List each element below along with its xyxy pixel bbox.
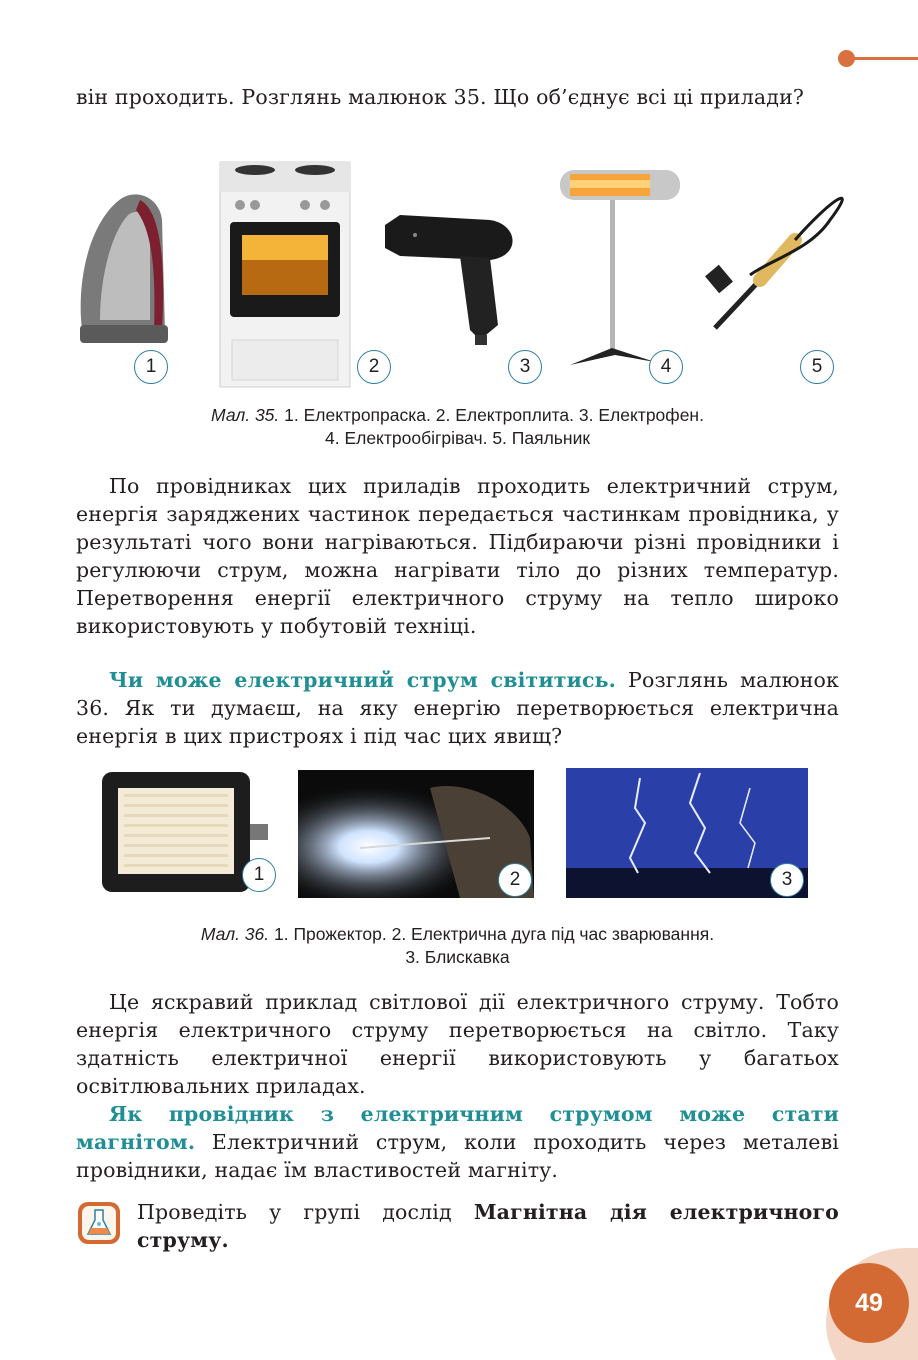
paragraph-heating: По провідниках цих приладів проходить електричний струм, енергія заряджених частинок передається частинкам провідника, у результаті чого вони нагріваються. Підбираючи різні провідники і регулюючи струм, можна нагрівати тіло до різних температур. Перетворення енергії електричного струму на тепло широко використовують у побутовій техніці.	[76, 474, 839, 638]
figure-35-art	[70, 160, 850, 388]
figure-35-badge-4: 4	[649, 350, 683, 384]
paragraph-light-question-text: Розглянь малюнок 36. Як ти думаєш, на яку енергію перетворюється електрична енергія в цих пристроях і під час цих явищ?	[76, 668, 839, 748]
figure-35-caption	[76, 404, 839, 450]
top-rule-dot	[838, 50, 855, 67]
stove-image	[220, 162, 350, 387]
figure-36-label: Мал. 36.	[200, 924, 270, 944]
figure-36-badge-1: 1	[242, 858, 276, 892]
figure-35-badge-2: 2	[357, 350, 391, 384]
figure-35-badge-1: 1	[134, 350, 168, 384]
figure-35-badge-5: 5	[800, 350, 834, 384]
figure-36-badge-3: 3	[770, 863, 804, 897]
heading-light: Чи може електричний струм світитись.	[109, 668, 616, 692]
experiment-text: Проведіть у групі дослід	[137, 1200, 474, 1224]
paragraph-intro: він проходить. Розглянь малюнок 35. Що об’єднує всі ці прилади?	[76, 85, 805, 109]
top-rule	[846, 57, 918, 60]
figure-36-caption-line1: 1. Прожектор. 2. Електрична дуга під час зварювання.	[269, 924, 715, 944]
paragraph-light-question	[76, 666, 839, 750]
experiment-title: Магнітна дія електричного струму.	[137, 1200, 839, 1252]
soldering-iron-image	[705, 198, 842, 328]
iron-image	[80, 194, 168, 343]
heater-image	[560, 170, 680, 365]
flask-icon	[76, 1200, 122, 1246]
figure-35	[70, 160, 850, 388]
figure-36	[100, 768, 810, 900]
figure-36-caption-line2: 3. Блискавка	[405, 947, 510, 967]
page-number: 49	[855, 1289, 883, 1317]
heading-magnet: Як провідник з електричним струмом може стати магнітом.	[76, 1102, 839, 1154]
figure-36-caption	[76, 923, 839, 969]
paragraph-experiment	[137, 1198, 839, 1254]
figure-35-label: Мал. 35.	[211, 405, 280, 425]
figure-35-caption-line2: 4. Електрообігрівач. 5. Паяльник	[324, 428, 590, 448]
hair-dryer-image	[385, 215, 513, 345]
paragraph-magnet-text: Електричний струм, коли проходить через металеві провідники, надає їм властивостей магніту.	[76, 1130, 839, 1182]
paragraph-light-answer: Це яскравий приклад світлової дії електричного струму. Тобто енергія електричного струму перетворюється на світло. Таку здатність електричної енергії використовують у багатьох освітлювальних приладах.	[76, 990, 839, 1098]
figure-35-badge-3: 3	[508, 350, 542, 384]
paragraph-magnet	[76, 1100, 839, 1184]
figure-36-badge-2: 2	[498, 863, 532, 897]
figure-35-caption-line1: 1. Електропраска. 2. Електроплита. 3. Електрофен.	[279, 405, 704, 425]
figure-36-art	[100, 768, 810, 900]
